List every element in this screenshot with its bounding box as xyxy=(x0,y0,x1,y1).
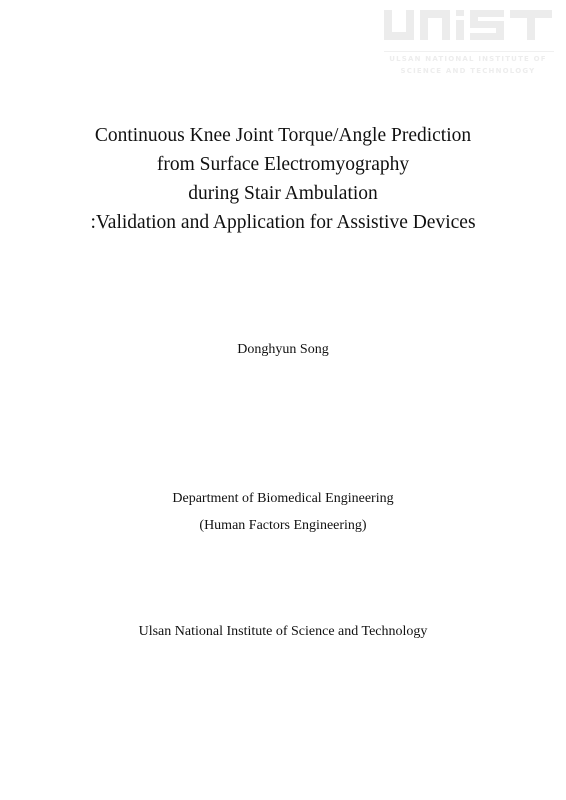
department-name: Department of Biomedical Engineering xyxy=(172,491,394,506)
logo-divider xyxy=(384,51,554,52)
logo-subtitle-line-2: SCIENCE AND TECHNOLOGY xyxy=(400,67,536,75)
logo-subtitle-line-1: ULSAN NATIONAL INSTITUTE OF xyxy=(389,55,547,63)
thesis-title xyxy=(0,121,566,237)
unist-logo-watermark xyxy=(380,8,560,80)
title-line-1: Continuous Knee Joint Torque/Angle Prediction xyxy=(94,125,472,146)
institution-name: Ulsan National Institute of Science and Technology xyxy=(138,624,428,639)
title-line-4: :Validation and Application for Assistive Devices xyxy=(90,212,476,233)
author-name: Donghyun Song xyxy=(237,342,329,357)
title-line-3: during Stair Ambulation xyxy=(188,183,378,204)
unist-wordmark-logo xyxy=(380,8,556,48)
department-track: (Human Factors Engineering) xyxy=(199,518,367,533)
title-line-2: from Surface Electromyography xyxy=(156,154,410,175)
